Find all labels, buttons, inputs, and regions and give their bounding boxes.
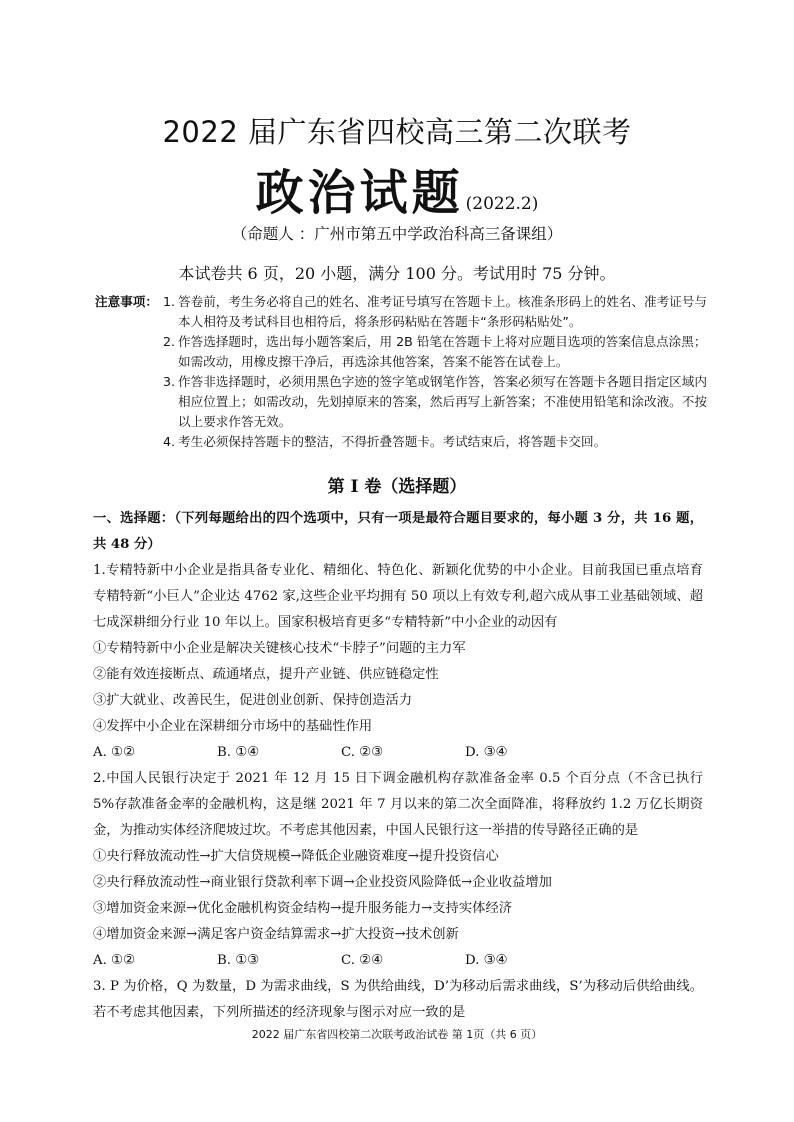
paper-title: 政治试题 xyxy=(255,165,464,221)
question-3-stem: 3. P 为价格，Q 为数量，D 为需求曲线，S 为供给曲线，D’为移动后需求曲线，S’为移动后供给曲线。若不考虑其他因素，下列所描述的经济现象与图示对应一致的是 xyxy=(93,979,703,1020)
notice-item xyxy=(163,432,707,452)
option-c: C. ②③ xyxy=(341,745,383,760)
notice-item xyxy=(163,292,707,332)
notice-item-number: 2. xyxy=(163,334,176,349)
notice-item-number: 4. xyxy=(163,434,176,449)
notice-item-number: 1. xyxy=(163,294,176,309)
notice-item-number: 3. xyxy=(163,374,176,389)
option-d: D. ③④ xyxy=(465,953,508,968)
option-a: A. ①② xyxy=(93,953,135,968)
question-1-statement: ②能有效连接断点、疏通堵点，提升产业链、供应链稳定性 xyxy=(93,667,439,682)
option-c: C. ②④ xyxy=(341,953,383,968)
question-body xyxy=(93,506,703,1026)
notice-label: 注意事项： xyxy=(95,294,158,309)
title-row xyxy=(0,154,794,223)
question-2-stem: 2.中国人民银行决定于 2021 年 12 月 15 日下调金融机构存款准备金率 0.5 个百分点（不含已执行 5%存款准备金率的金融机构，这是继 2021 年 7 月以来的第二次全面降准，将释放约 1.2 万亿长期资金，为推动实体经济爬坡过坎。不考虑其他因素，中国人民银行这一举措的传导路径正确的是 xyxy=(93,771,703,838)
option-d: D. ③④ xyxy=(465,745,508,760)
author-line: （命题人 ：广州市第五中学政治科高三备课组） xyxy=(231,225,563,243)
question-1-statement: ①专精特新中小企业是解决关键核心技术“卡脖子”问题的主力军 xyxy=(93,641,466,656)
notice-list xyxy=(163,292,707,452)
question-2-options xyxy=(93,948,703,974)
question-2-statement: ①央行释放流动性→扩大信贷规模→降低企业融资难度→提升投资信心 xyxy=(93,849,499,864)
notice-item-text: 考生必须保持答题卡的整洁，不得折叠答题卡。考试结束后，将答题卡交回。 xyxy=(178,434,607,449)
question-1-stem: 1.专精特新中小企业是指具备专业化、精细化、特色化、新颖化优势的中小企业。目前我国已重点培育专精特新“小巨人”企业达 4762 家,这些企业平均拥有 50 项以上有效专利,超六成从事工业基础领域、超七成深耕细分行业 10 年以上。国家积极培育更多“专精特新”中小企业的动因有 xyxy=(93,563,703,630)
section-title: 第 I 卷（选择题） xyxy=(327,477,467,497)
notice-item xyxy=(163,372,707,432)
question-1-statement: ③扩大就业、改善民生，促进创业创新、保持创造活力 xyxy=(93,693,413,708)
option-a: A. ①② xyxy=(93,745,135,760)
question-2-statement: ②央行释放流动性→商业银行贷款利率下调→企业投资风险降低→企业收益增加 xyxy=(93,875,552,890)
question-2-statement: ③增加资金来源→优化金融机构资金结构→提升服务能力→支持实体经济 xyxy=(93,901,513,916)
question-2-statement: ④增加资金来源→满足客户资金结算需求→扩大投资→技术创新 xyxy=(93,927,459,942)
question-1-statement: ④发挥中小企业在深耕细分市场中的基础性作用 xyxy=(93,719,373,734)
paper-date: (2022.2) xyxy=(465,194,539,214)
notice-item-text: 答卷前，考生务必将自己的姓名、准考证号填写在答题卡上。核准条形码上的姓名、准考证号与本人相符及考试科目也相符后，将条形码粘贴在答题卡“条形码粘贴处”。 xyxy=(178,294,707,329)
exam-header: 2022 届广东省四校高三第二次联考 xyxy=(162,115,632,149)
option-b: B. ①③ xyxy=(217,953,260,968)
page-footer: 2022 届广东省四校第二次联考政治试卷 第 1页（共 6 页） xyxy=(251,1028,543,1041)
notice-item-text: 作答选择题时，选出每小题答案后，用 2B 铅笔在答题卡上将对应题目选项的答案信息点涂黑；如需改动，用橡皮擦干净后，再选涂其他答案，答案不能答在试卷上。 xyxy=(178,334,707,369)
notice-item xyxy=(163,332,707,372)
exam-info: 本试卷共 6 页，20 小题，满分 100 分。考试用时 75 分钟。 xyxy=(178,264,616,283)
part-intro: 一、选择题：（下列每题给出的四个选项中，只有一项是最符合题目要求的，每小题 3 分，共 16 题，共 48 分） xyxy=(93,511,703,552)
question-1-options xyxy=(93,740,703,766)
option-b: B. ①④ xyxy=(217,745,260,760)
notice-item-text: 作答非选择题时，必须用黑色字迹的签字笔或钢笔作答，答案必须写在答题卡各题目指定区域内相应位置上；如需改动，先划掉原来的答案，然后再写上新答案；不准使用铅笔和涂改液。不按以上要求作答无效。 xyxy=(178,374,707,429)
